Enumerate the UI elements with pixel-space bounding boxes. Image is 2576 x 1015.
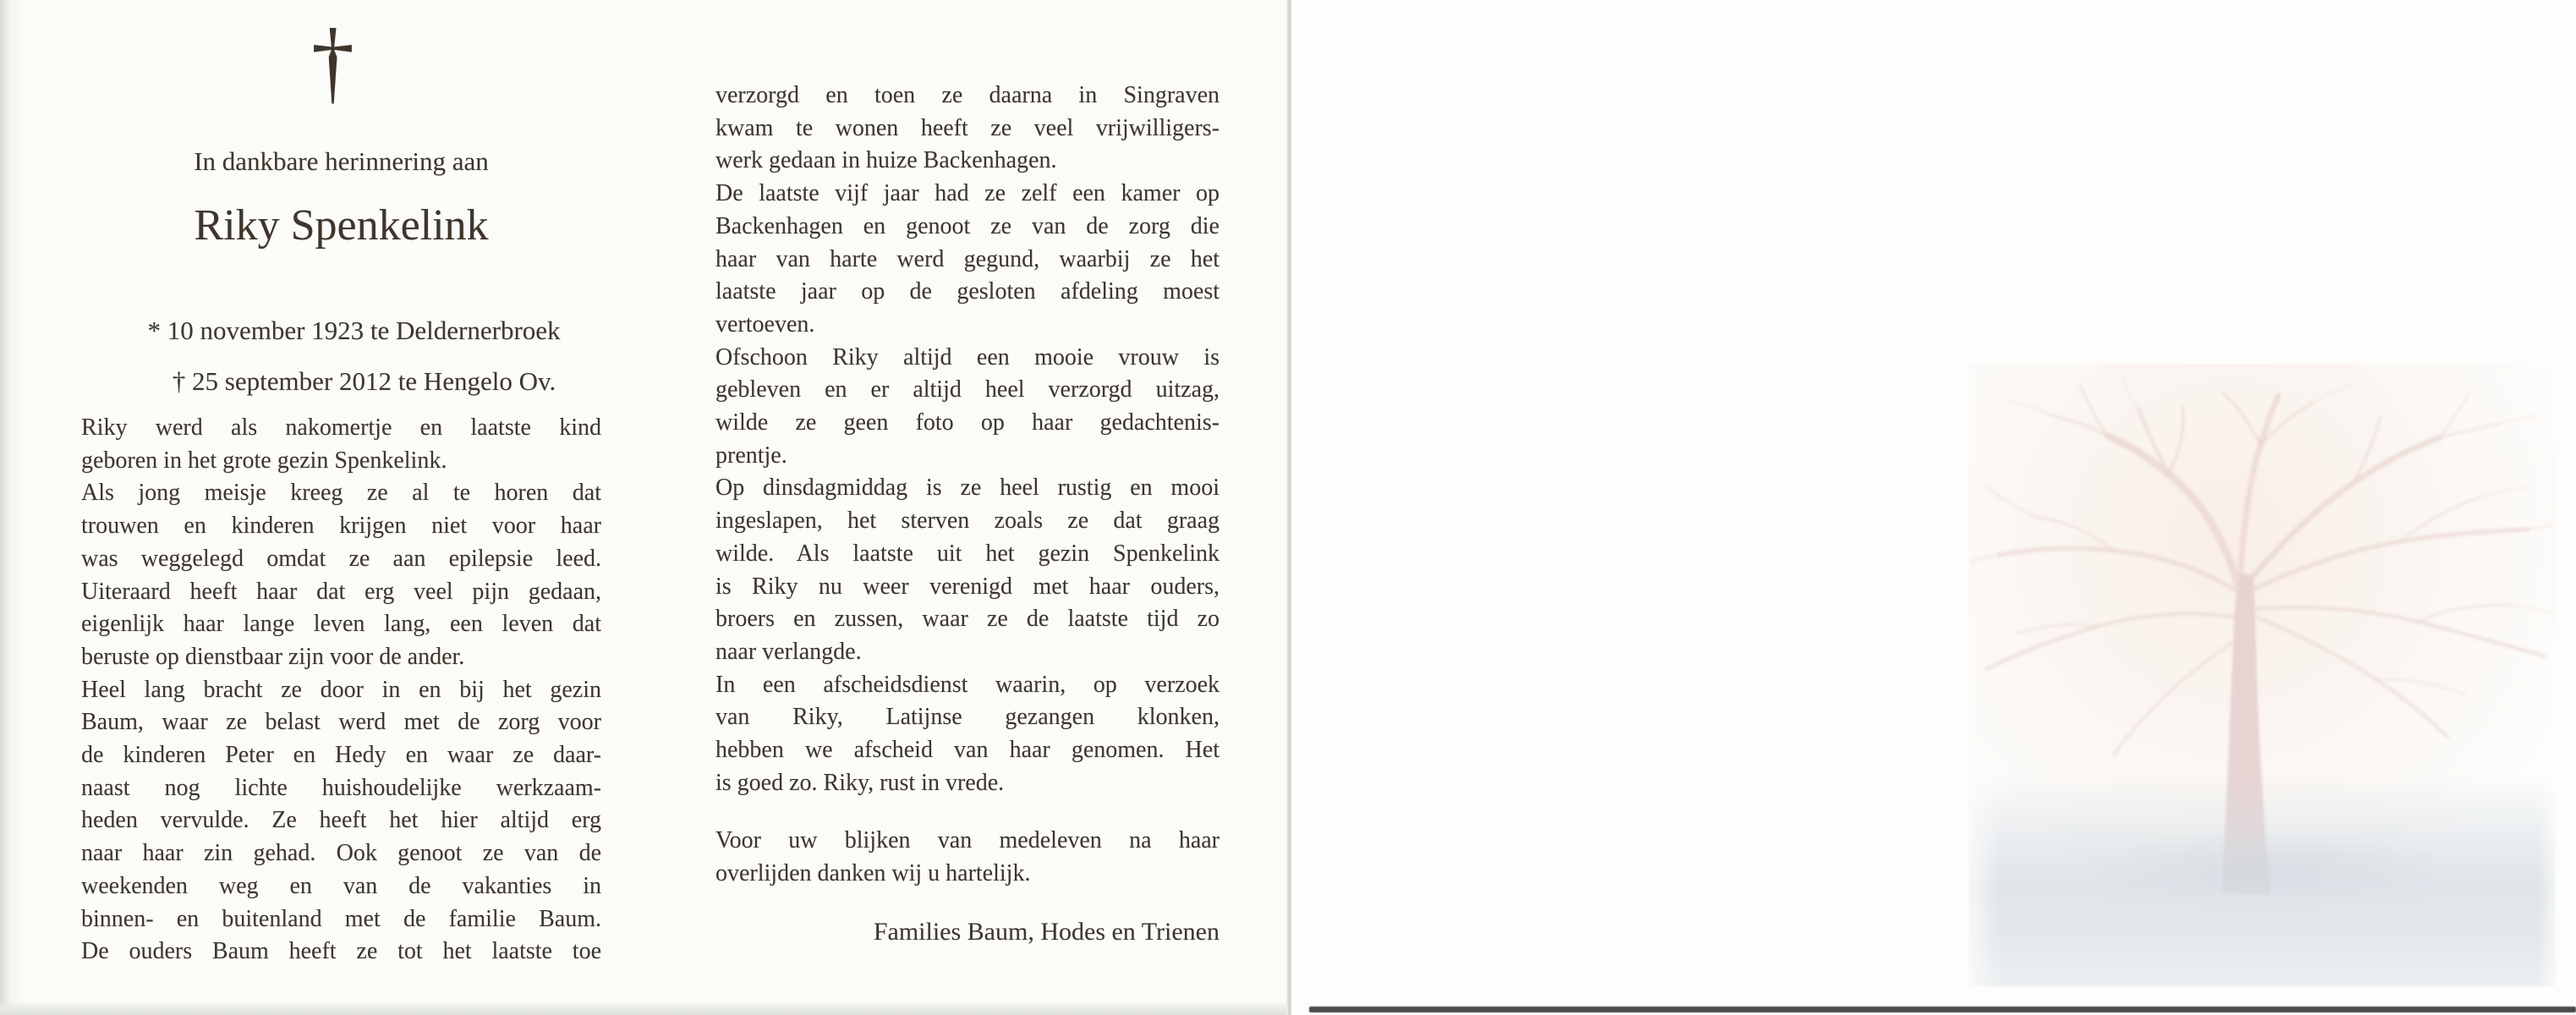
cross-symbol: †: [311, 10, 354, 114]
mist-overlay: [1969, 776, 2556, 987]
page-right: [1292, 0, 2576, 1015]
text-line: vertoeven.: [715, 310, 815, 337]
text-line: Op dinsdagmiddag is ze heel rustig en mooi: [715, 475, 1219, 502]
page-left: [0, 0, 1286, 1015]
text-line: verzorgd en toen ze daarna in Singraven: [715, 82, 1219, 108]
text-line: kwam te wonen heeft ze veel vrijwilligers-: [715, 114, 1219, 141]
text-line: Backenhagen en genoot ze van de zorg die: [715, 212, 1219, 239]
text-line: Als jong meisje kreeg ze al te horen dat: [81, 480, 601, 507]
text-line: binnen- en buitenland met de familie Baum.: [81, 905, 601, 932]
scan-edge-left: [0, 0, 25, 1015]
text-line: broers en zussen, waar ze de laatste tijd zo: [715, 606, 1219, 633]
text-line: de kinderen Peter en Hedy en waar ze daar-: [81, 742, 601, 769]
text-line: Ofschoon Riky altijd een mooie vrouw is: [715, 343, 1219, 370]
text-line: heden vervulde. Ze heeft het hier altijd erg: [81, 807, 601, 834]
left-column: [81, 0, 601, 1015]
text-line: haar van harte werd gegund, waarbij ze het: [715, 245, 1219, 272]
text-line: beruste op dienstbaar zijn voor de ander.: [81, 643, 465, 670]
text-line: hebben we afscheid van haar genomen. Het: [715, 737, 1219, 764]
text-line: De ouders Baum heeft ze tot het laatste toe: [81, 938, 601, 965]
death-date-line: † 25 september 2012 te Hengelo Ov.: [172, 366, 556, 396]
text-line: De laatste vijf jaar had ze zelf een kamer op: [715, 180, 1219, 207]
text-line: wilde ze geen foto op haar gedachtenis-: [715, 409, 1219, 436]
middle-column: [715, 80, 1219, 949]
paragraph-gap: [715, 891, 1219, 916]
text-line: overlijden danken wij u hartelijk.: [715, 860, 1031, 887]
text-line: ingeslapen, het sterven zoals ze dat graag: [715, 508, 1219, 535]
text-line: was weggelegd omdat ze aan epilepsie leed.: [81, 545, 601, 572]
text-line: naast nog lichte huishoudelijke werkzaam-: [81, 774, 601, 801]
text-line: wilde. Als laatste uit het gezin Spenkelink: [715, 540, 1219, 567]
text-line: laatste jaar op de gesloten afdeling moest: [715, 278, 1219, 305]
text-line: Voor uw blijken van medeleven na haar: [715, 827, 1219, 854]
text-line: Heel lang bracht ze door in en bij het gezin: [81, 676, 601, 703]
text-line: gebleven en er altijd heel verzorgd uitzag,: [715, 376, 1219, 403]
signature-line: Families Baum, Hodes en Trienen: [873, 917, 1219, 946]
left-column-text: [81, 412, 601, 968]
acknowledgement-text: [715, 825, 1219, 890]
text-line: werk gedaan in huize Backenhagen.: [715, 147, 1057, 174]
text-line: is goed zo. Riky, rust in vrede.: [715, 769, 1005, 796]
text-line: prentje.: [715, 442, 787, 469]
text-line: eigenlijk haar lange leven lang, een leven dat: [81, 611, 601, 638]
text-line: naar verlangde.: [715, 638, 862, 665]
text-line: geboren in het grote gezin Spenkelink.: [81, 447, 447, 474]
text-line: In een afscheidsdienst waarin, op verzoek: [715, 671, 1219, 698]
scan-bottom-band: [0, 1001, 1286, 1015]
text-line: is Riky nu weer verenigd met haar ouders,: [715, 573, 1219, 600]
page-fold-divider: [1286, 0, 1292, 1015]
text-line: weekenden weg en van de vakanties in: [81, 872, 601, 899]
paragraph-gap: [715, 799, 1219, 825]
scan-bottom-line: [1309, 1007, 2576, 1012]
intro-line: In dankbare herinnering aan: [194, 146, 489, 176]
text-line: Riky werd als nakomertje en laatste kind: [81, 414, 601, 441]
text-line: naar haar zin gehad. Ook genoot ze van de: [81, 840, 601, 867]
text-line: Baum, waar ze belast werd met de zorg voor: [81, 709, 601, 736]
faded-tree-photo: [1969, 364, 2556, 987]
deceased-name: Riky Spenkelink: [194, 201, 489, 250]
middle-column-text: [715, 80, 1219, 799]
birth-date-line: * 10 november 1923 te Deldernerbroek: [147, 315, 561, 345]
text-line: van Riky, Latijnse gezangen klonken,: [715, 704, 1219, 731]
text-line: Uiteraard heeft haar dat erg veel pijn gedaan,: [81, 578, 601, 605]
text-line: trouwen en kinderen krijgen niet voor haar: [81, 513, 601, 540]
